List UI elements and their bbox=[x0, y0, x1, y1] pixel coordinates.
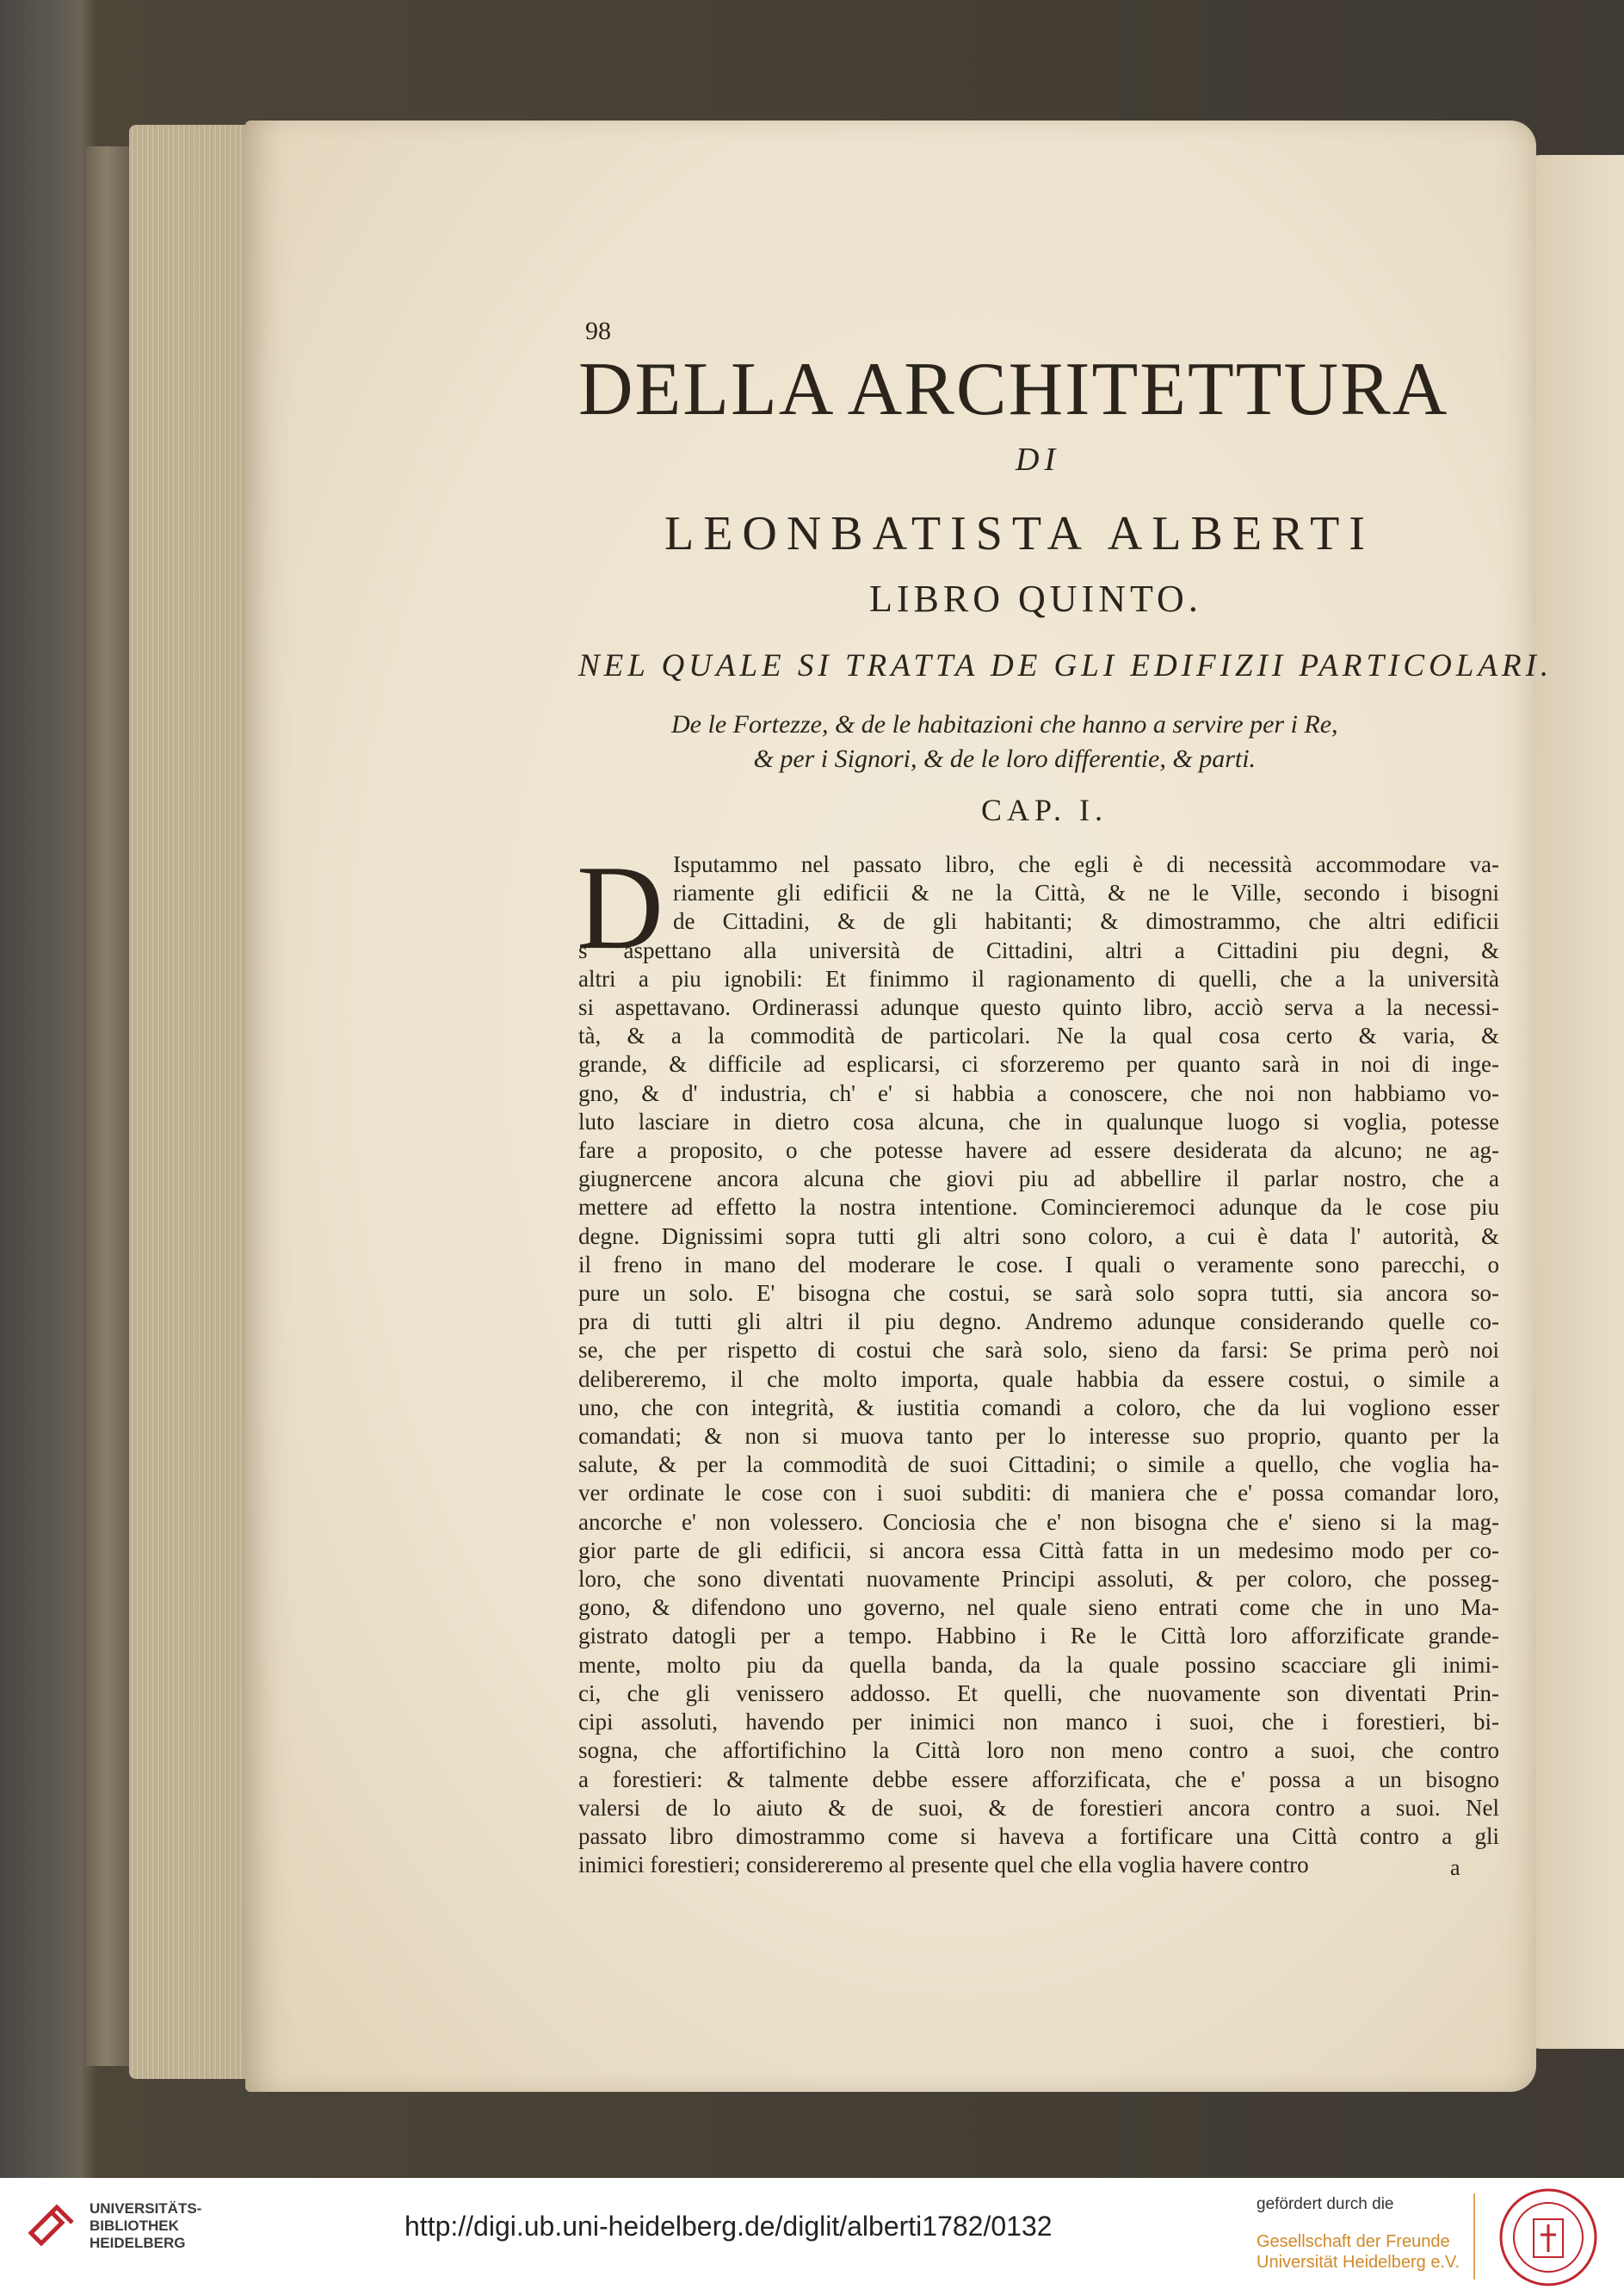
text-line: se, che per rispetto di costui che sarà solo, sieno da farsi: Se prima però noi bbox=[578, 1337, 1499, 1364]
text-line: comandati; & non si muova tanto per lo interesse suo proprio, quanto per la bbox=[578, 1423, 1499, 1450]
text-line: riamente gli edificii & ne la Città, & ne le Ville, secondo i bisogni bbox=[673, 880, 1499, 906]
text-line: cipi assoluti, havendo per inimici non manco i suoi, che i forestieri, bi- bbox=[578, 1709, 1499, 1735]
body-text bbox=[577, 841, 1499, 1879]
text-line: Isputammo nel passato libro, che egli è di necessità accommodare va- bbox=[673, 851, 1499, 877]
text-line: si aspettavano. Ordinerassi adunque questo quinto libro, acciò serva a la necessi- bbox=[578, 994, 1499, 1021]
library-name-line: UNIVERSITÄTS- bbox=[90, 2200, 202, 2217]
text-line: gno, & d' industria, ch' e' si habbia a conoscere, che noi non habbiamo vo- bbox=[578, 1079, 1499, 1106]
text-line: gistrato datogli per a tempo. Habbino i Re le Città loro afforzificate grande- bbox=[578, 1623, 1499, 1649]
text-line: loro, che sono diventati nuovamente Principi assoluti, & per coloro, che posseg- bbox=[578, 1566, 1499, 1593]
text-line: de Cittadini, & de gli habitanti; & dimostrammo, che altri edificii bbox=[673, 908, 1499, 935]
text-line: degne. Dignissimi sopra tutti gli altri sono coloro, a cui è data l' autorità, & bbox=[578, 1222, 1499, 1249]
text-line: ancorche e' non volessero. Conciosia che e' non bisogna che e' sieno si la mag- bbox=[578, 1508, 1499, 1535]
library-name-line: HEIDELBERG bbox=[90, 2235, 186, 2251]
author-name: LEONBATISTA ALBERTI bbox=[664, 507, 1374, 560]
summary-line: De le Fortezze, & de le habitazioni che hanno a servire per i Re, bbox=[671, 710, 1338, 739]
chapter-summary bbox=[671, 708, 1338, 776]
text-line: altri a piu ignobili: Et finimmo il ragionamento di quelli, che a la università bbox=[578, 965, 1499, 992]
text-line: gior parte de gli edificii, si ancora essa Città fatta in un medesimo modo per co- bbox=[578, 1537, 1499, 1563]
text-line: giugnercene ancora alcuna che giovi piu ad abbellire il parlar nostro, che a bbox=[578, 1166, 1499, 1192]
drop-cap: D bbox=[577, 841, 664, 974]
text-line: uno, che con integrità, & iustitia comandi a coloro, che da lui vogliono esser bbox=[578, 1394, 1499, 1420]
text-line: mettere ad effetto la nostra intentione. Comincieremoci adunque da le cose piu bbox=[578, 1194, 1499, 1221]
library-logo-icon bbox=[26, 2197, 77, 2249]
text-line: s' aspettano alla università de Cittadini, altri a Cittadini piu degni, & bbox=[578, 937, 1499, 963]
page-number: 98 bbox=[585, 317, 611, 345]
text-line: pure un solo. E' bisogna che costui, se sarà solo sopra tutti, sia ancora so- bbox=[578, 1280, 1499, 1307]
text-line: a forestieri: & talmente debbe essere afforzificata, che e' possa a un bisogno bbox=[578, 1766, 1499, 1792]
university-seal-icon bbox=[1497, 2187, 1599, 2288]
text-line: pra di tutti gli altri il piu degno. Andremo adunque considerando quelle co- bbox=[578, 1308, 1499, 1335]
text-line: ci, che gli venissero addosso. Et quelli, che nuovamente son diventati Prin- bbox=[578, 1679, 1499, 1706]
library-name bbox=[90, 2200, 201, 2252]
title-di: DI bbox=[1016, 442, 1061, 478]
text-line: tà, & a la commodità de particolari. Ne la qual cosa certo & varia, & bbox=[578, 1023, 1499, 1049]
chapter-heading: CAP. I. bbox=[981, 793, 1108, 827]
catchword: a bbox=[1450, 1855, 1460, 1880]
summary-line: & per i Signori, & de le loro differentie, & parti. bbox=[753, 745, 1257, 773]
text-line: luto lasciare in dietro cosa alcuna, che in qualunque luogo si voglia, potesse bbox=[578, 1108, 1499, 1135]
page-edges bbox=[129, 125, 258, 2079]
text-line: fare a proposito, o che potesse havere ad essere desiderata da alcuno; ne ag- bbox=[578, 1137, 1499, 1164]
text-line: gono, & difendono uno governo, nel quale sieno entrati come che in uno Ma- bbox=[578, 1594, 1499, 1621]
funded-by-label: gefördert durch die bbox=[1257, 2195, 1394, 2213]
text-line: salute, & per la commodità de suoi Cittadini; o simile a quello, che voglia ha- bbox=[578, 1451, 1499, 1478]
text-line: ver ordinate le cose con i suoi subditi: di maniera che e' possa comandar loro, bbox=[578, 1480, 1499, 1506]
viewer-footer bbox=[0, 2178, 1624, 2295]
library-name-line: BIBLIOTHEK bbox=[90, 2218, 179, 2234]
text-line: valersi de lo aiuto & de suoi, & de forestieri ancora contro a suoi. Nel bbox=[578, 1794, 1499, 1821]
text-line: mente, molto piu da quella banda, da la quale possino scacciare gli inimi- bbox=[578, 1651, 1499, 1678]
book-heading: LIBRO QUINTO. bbox=[869, 578, 1202, 620]
text-line: il freno in mano del moderare le cose. I quali o veramente sono parecchi, o bbox=[578, 1251, 1499, 1277]
text-line: inimici forestieri; considereremo al presente quel che ella voglia havere contro bbox=[578, 1852, 1309, 1878]
book-subject: NEL QUALE SI TRATTA DE GLI EDIFIZII PARTICOLARI. bbox=[578, 648, 1553, 684]
facing-page bbox=[1523, 155, 1624, 2049]
footer-divider bbox=[1473, 2193, 1475, 2280]
sponsor-name-line: Gesellschaft der Freunde bbox=[1257, 2232, 1450, 2251]
text-line: passato libro dimostrammo come si haveva a fortificare una Città contro a gli bbox=[578, 1822, 1499, 1849]
page-title: DELLA ARCHITETTURA bbox=[578, 348, 1449, 431]
sponsor-name bbox=[1257, 2231, 1460, 2273]
permalink-url[interactable]: http://digi.ub.uni-heidelberg.de/diglit/alberti1782/0132 bbox=[404, 2211, 1053, 2242]
text-line: sogna, che affortifichino la Città loro non meno contro a suoi, che contro bbox=[578, 1737, 1499, 1764]
text-line: delibereremo, il che molto importa, quale habbia da essere costui, o simile a bbox=[578, 1365, 1499, 1392]
text-line: grande, & difficile ad esplicarsi, ci sforzeremo per quanto sarà in noi di inge- bbox=[578, 1051, 1499, 1078]
sponsor-name-line: Universität Heidelberg e.V. bbox=[1257, 2253, 1460, 2272]
